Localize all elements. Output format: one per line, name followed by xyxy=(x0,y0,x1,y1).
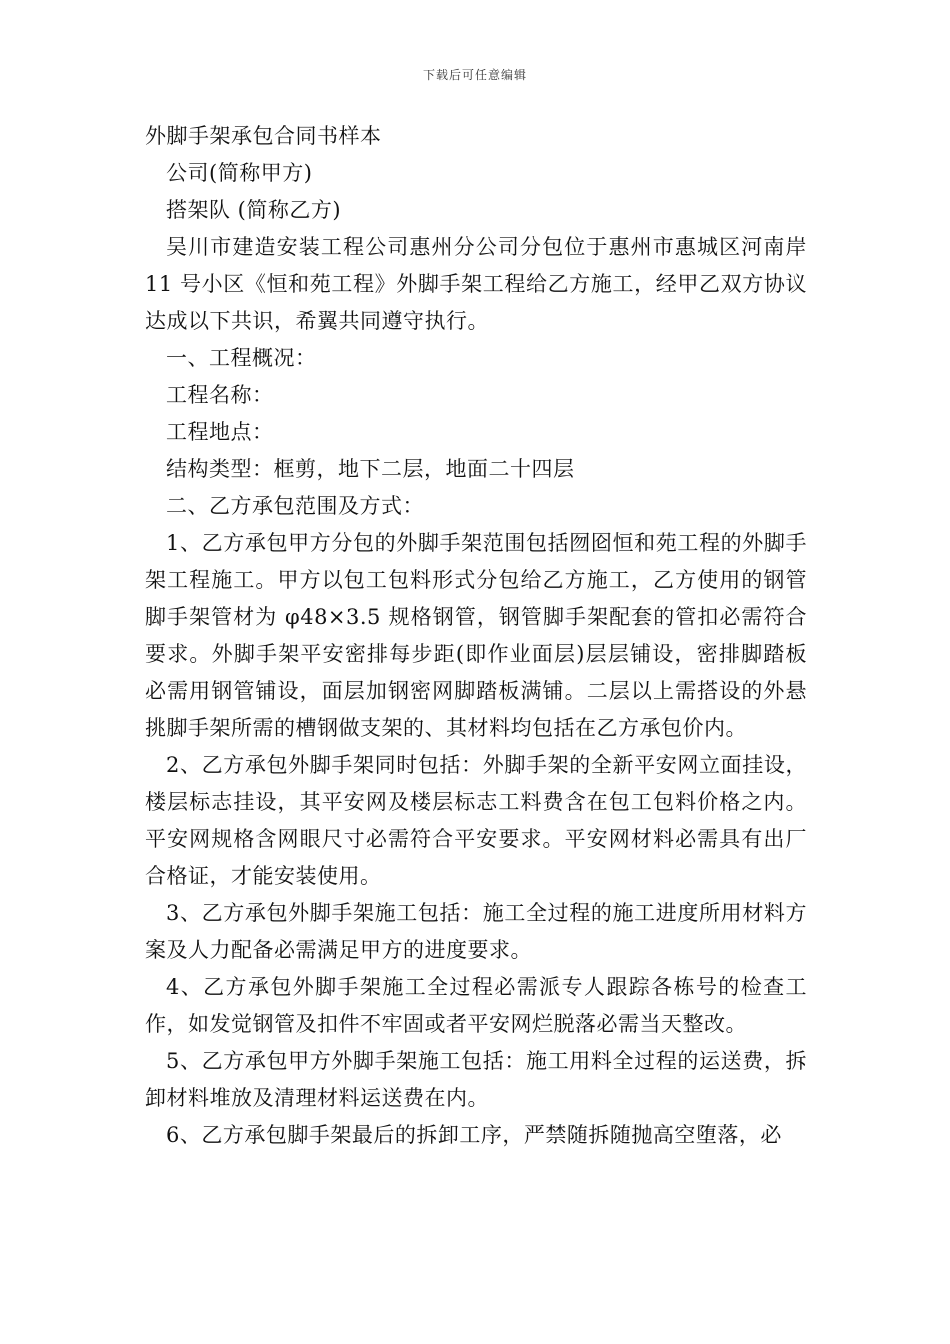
document-title: 外脚手架承包合同书样本 xyxy=(145,124,382,148)
page-header-note: 下载后可任意编辑 xyxy=(422,68,527,82)
document-body xyxy=(145,118,807,1154)
field-project-name: 工程名称： xyxy=(166,383,274,407)
clause-5: 5、乙方承包甲方外脚手架施工包括：施工用料全过程的运送费，拆卸材料堆放及清理材料运送费在内。 xyxy=(145,1049,807,1110)
section-heading-scope: 二、乙方承包范围及方式： xyxy=(166,494,424,518)
clause-4: 4、乙方承包外脚手架施工全过程必需派专人跟踪各栋号的检查工作，如发觉钢管及扣件不牢固或者平安网烂脱落必需当天整改。 xyxy=(145,975,807,1036)
paragraph-party-a: 公司(简称甲方) xyxy=(166,161,313,185)
clause-1: 1、乙方承包甲方分包的外脚手架范围包括囫囵恒和苑工程的外脚手架工程施工。甲方以包工包料形式分包给乙方施工，乙方使用的钢管脚手架管材为 φ48×3.5 规格钢管，钢管脚手架配套的管扣必需符合要求。外脚手架平安密排每步距(即作业面层)层层铺设，密排脚踏板必需用钢管铺设，面层加钢密网脚踏板满铺。二层以上需搭设的外悬挑脚手架所需的槽钢做支架的、其材料均包括在乙方承包价内。 xyxy=(145,531,807,740)
clause-2: 2、乙方承包外脚手架同时包括：外脚手架的全新平安网立面挂设，楼层标志挂设，其平安网及楼层标志工料费含在包工包料价格之内。平安网规格含网眼尺寸必需符合平安要求。平安网材料必需具有出厂合格证，才能安装使用。 xyxy=(145,753,807,888)
section-heading-overview: 一、工程概况： xyxy=(166,346,317,370)
clause-3: 3、乙方承包外脚手架施工包括：施工全过程的施工进度所用材料方案及人力配备必需满足甲方的进度要求。 xyxy=(145,901,807,962)
clause-6: 6、乙方承包脚手架最后的拆卸工序，严禁随拆随抛高空堕落，必 xyxy=(166,1123,782,1147)
field-structure-type: 结构类型：框剪，地下二层，地面二十四层 xyxy=(166,457,575,481)
paragraph-party-b: 搭架队 (简称乙方) xyxy=(166,198,342,222)
paragraph-intro: 吴川市建造安装工程公司惠州分公司分包位于惠州市惠城区河南岸 11 号小区《恒和苑工程》外脚手架工程给乙方施工，经甲乙双方协议达成以下共识，希翼共同遵守执行。 xyxy=(145,235,807,333)
field-project-location: 工程地点： xyxy=(166,420,274,444)
